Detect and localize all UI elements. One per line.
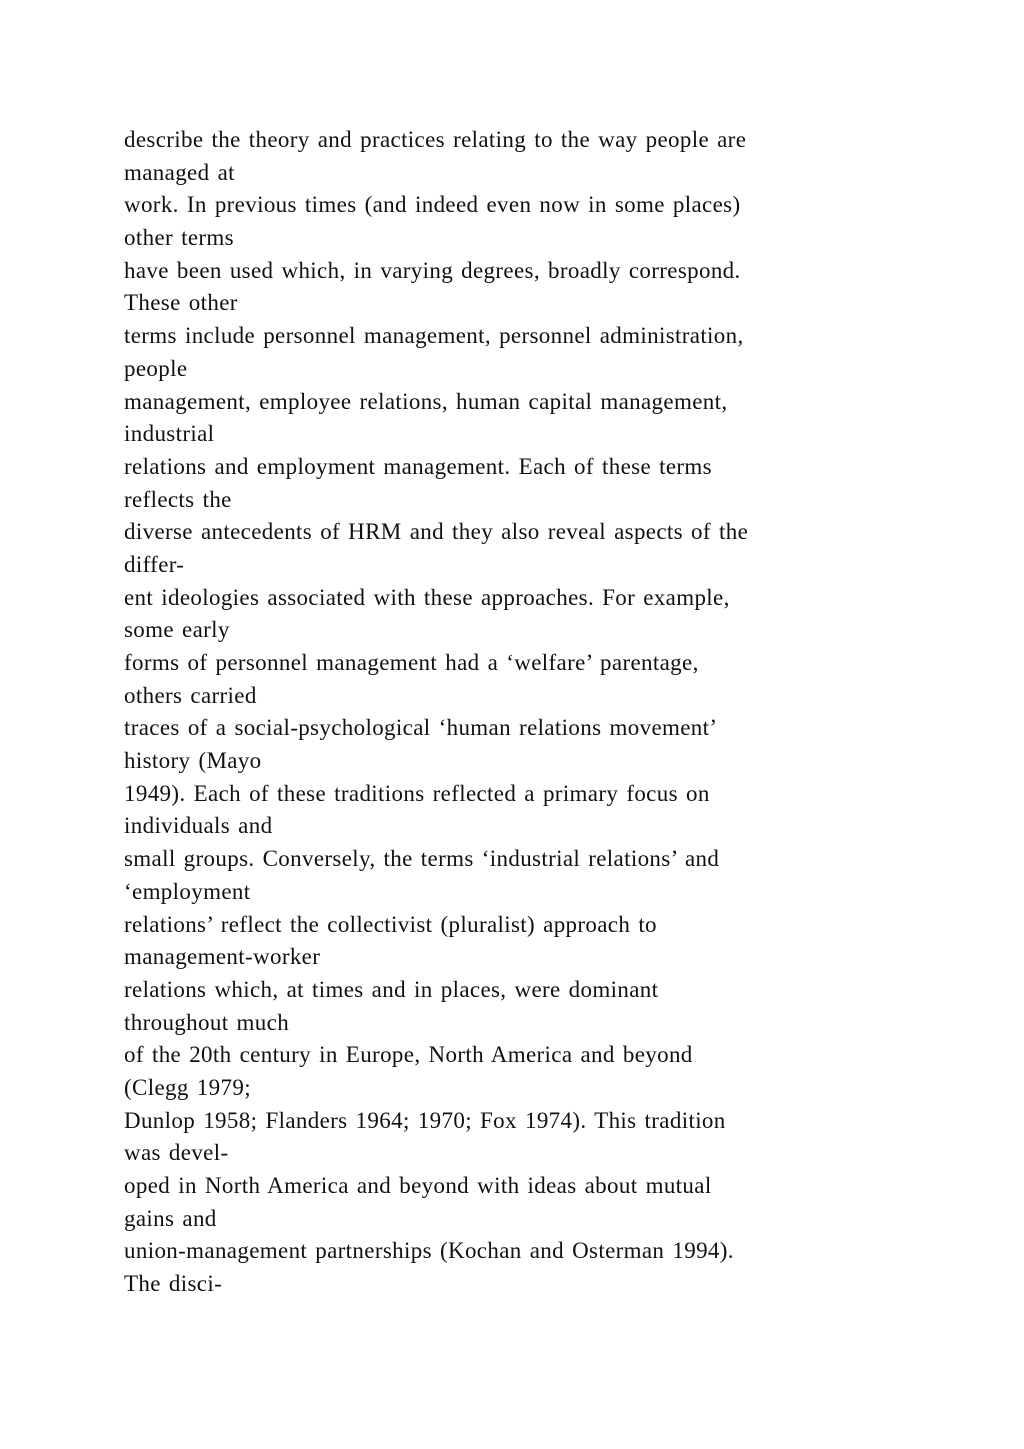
text-line: diverse antecedents of HRM and they also reveal aspects of the: [124, 519, 749, 545]
text-line: work. In previous times (and indeed even now in some places): [124, 192, 741, 218]
text-line: terms include personnel management, personnel administration,: [124, 323, 744, 349]
text-line: small groups. Conversely, the terms ‘industrial relations’ and: [124, 846, 720, 872]
text-line: differ-: [124, 551, 185, 577]
text-line: relations and employment management. Each of these terms: [124, 453, 712, 479]
text-line: (Clegg 1979;: [124, 1074, 251, 1100]
text-line: describe the theory and practices relating to the way people are: [124, 127, 747, 152]
text-line: relations which, at times and in places, were dominant: [124, 976, 659, 1002]
text-line: ent ideologies associated with these approaches. For example,: [124, 584, 730, 610]
text-line: was devel-: [124, 1140, 229, 1166]
text-line: relations’ reflect the collectivist (pluralist) approach to: [124, 911, 657, 937]
body-text: [124, 124, 924, 1301]
text-line: others carried: [124, 682, 257, 708]
text-line: history (Mayo: [124, 748, 262, 774]
text-line: These other: [124, 290, 238, 316]
text-line: oped in North America and beyond with ideas about mutual: [124, 1173, 712, 1198]
text-line: individuals and: [124, 813, 273, 839]
text-line: traces of a social-psychological ‘human relations movement’: [124, 715, 718, 741]
text-line: Dunlop 1958; Flanders 1964; 1970; Fox 1974). This tradition: [124, 1107, 726, 1133]
text-line: The disci-: [124, 1271, 223, 1297]
text-line: 1949). Each of these traditions reflected a primary focus on: [124, 780, 710, 806]
text-line: ‘employment: [124, 878, 251, 904]
text-line: gains and: [124, 1205, 217, 1231]
text-line: have been used which, in varying degrees, broadly correspond.: [124, 257, 741, 283]
text-line: forms of personnel management had a ‘welfare’ parentage,: [124, 650, 699, 675]
text-line: other terms: [124, 225, 234, 251]
text-line: throughout much: [124, 1009, 290, 1035]
text-line: union-management partnerships (Kochan and Osterman 1994).: [124, 1238, 734, 1264]
text-line: industrial: [124, 421, 215, 447]
text-line: managed at: [124, 159, 235, 185]
text-line: some early: [124, 617, 230, 643]
text-line: management-worker: [124, 944, 321, 970]
text-line: of the 20th century in Europe, North America and beyond: [124, 1042, 693, 1068]
text-line: people: [124, 355, 188, 381]
text-line: reflects the: [124, 486, 232, 512]
text-line: management, employee relations, human capital management,: [124, 388, 728, 414]
